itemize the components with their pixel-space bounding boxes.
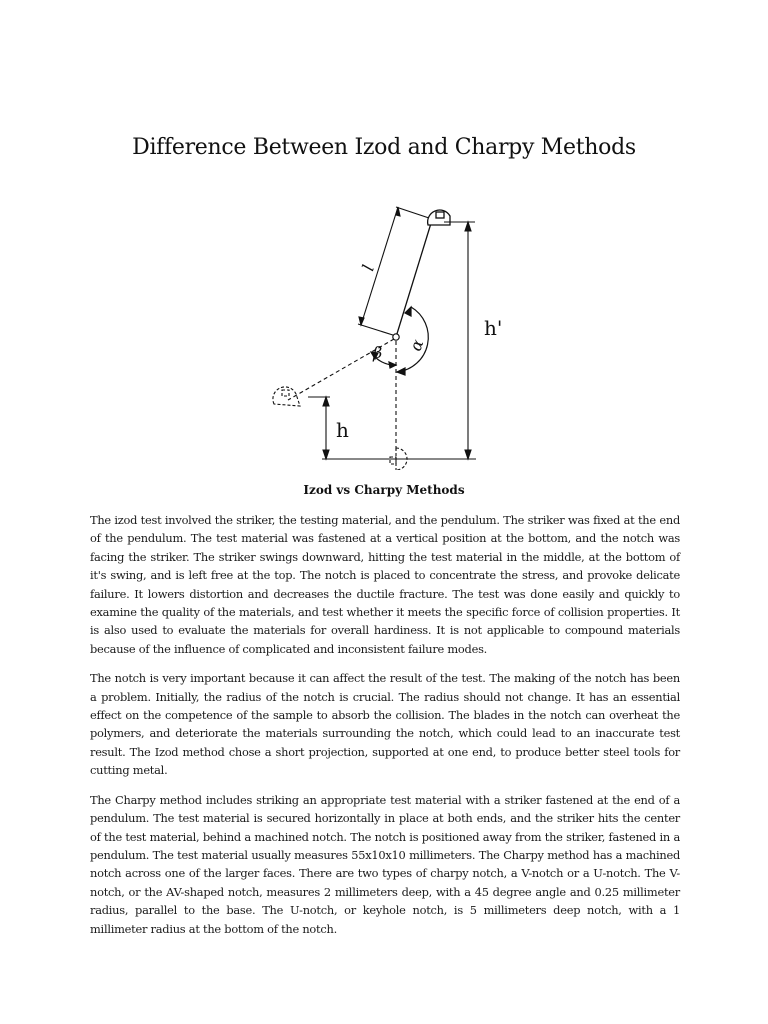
pendulum-rod (396, 220, 432, 337)
beta-label: β (373, 343, 383, 362)
striker-top (428, 210, 450, 225)
body-text (90, 511, 680, 949)
striker-left-dashed (273, 387, 300, 406)
alpha-label: α (405, 336, 428, 354)
paragraph: The notch is very important because it can affect the result of the test. The making of the notch has been a problem. Initially, the radius of the notch is crucial. The radius should not change. It has an essential effect on the competence of the sample to absorb the collision. The blades in the notch can overheat the polymers, and deteriorate the materials surrounding the notch, which could lead to an inaccurate test result. The Izod method chose a short projection, supported at one end, to produce better steel tools for cutting metal. (90, 671, 680, 778)
paragraph: The Charpy method includes striking an appropriate test material with a striker fastened at the end of a pendulum. The test material is secured horizontally in place at both ends, and the striker hits the center of the test material, behind a machined notch. The notch is positioned away from the striker, fastened in a pendulum. The test material usually measures 55x10x10 millimeters. The Charpy method has a machined notch across one of the larger faces. There are two types of charpy notch, a V-notch or a U-notch. The V-notch, or the AV-shaped notch, measures 2 millimeters deep, with a 45 degree angle and 0.25 millimeter radius, parallel to the base. The U-notch, or keyhole notch, is 5 millimeters deep notch, with a 1 millimeter radius at the bottom of the notch. (90, 792, 680, 936)
h-label: h (336, 418, 349, 442)
pendulum-diagram (260, 195, 520, 470)
pendulum-diagram-svg (260, 195, 520, 470)
h-prime-label: h' (484, 316, 503, 340)
length-label: l (358, 262, 378, 274)
h-dimension (308, 397, 330, 459)
figure-caption: Izod vs Charpy Methods (303, 483, 465, 497)
h-prime-dimension (465, 222, 471, 459)
page-title: Difference Between Izod and Charpy Methods (132, 134, 636, 160)
paragraph: The izod test involved the striker, the testing material, and the pendulum. The striker was fixed at the end of the pendulum. The test material was fastened at a vertical position at the bottom, and the notch was facing the striker. The striker swings downward, hitting the test material in the middle, at the bottom of it's swing, and is left free at the top. The notch is placed to concentrate the stress, and provoke delicate failure. It lowers distortion and decreases the ductile fracture. The test was done easily and quickly to examine the quality of the materials, and test whether it meets the specific force of collision properties. It is also used to evaluate the materials for overall hardiness. It is not applicable to compound materials because of the influence of complicated and inconsistent failure modes. (90, 513, 680, 656)
